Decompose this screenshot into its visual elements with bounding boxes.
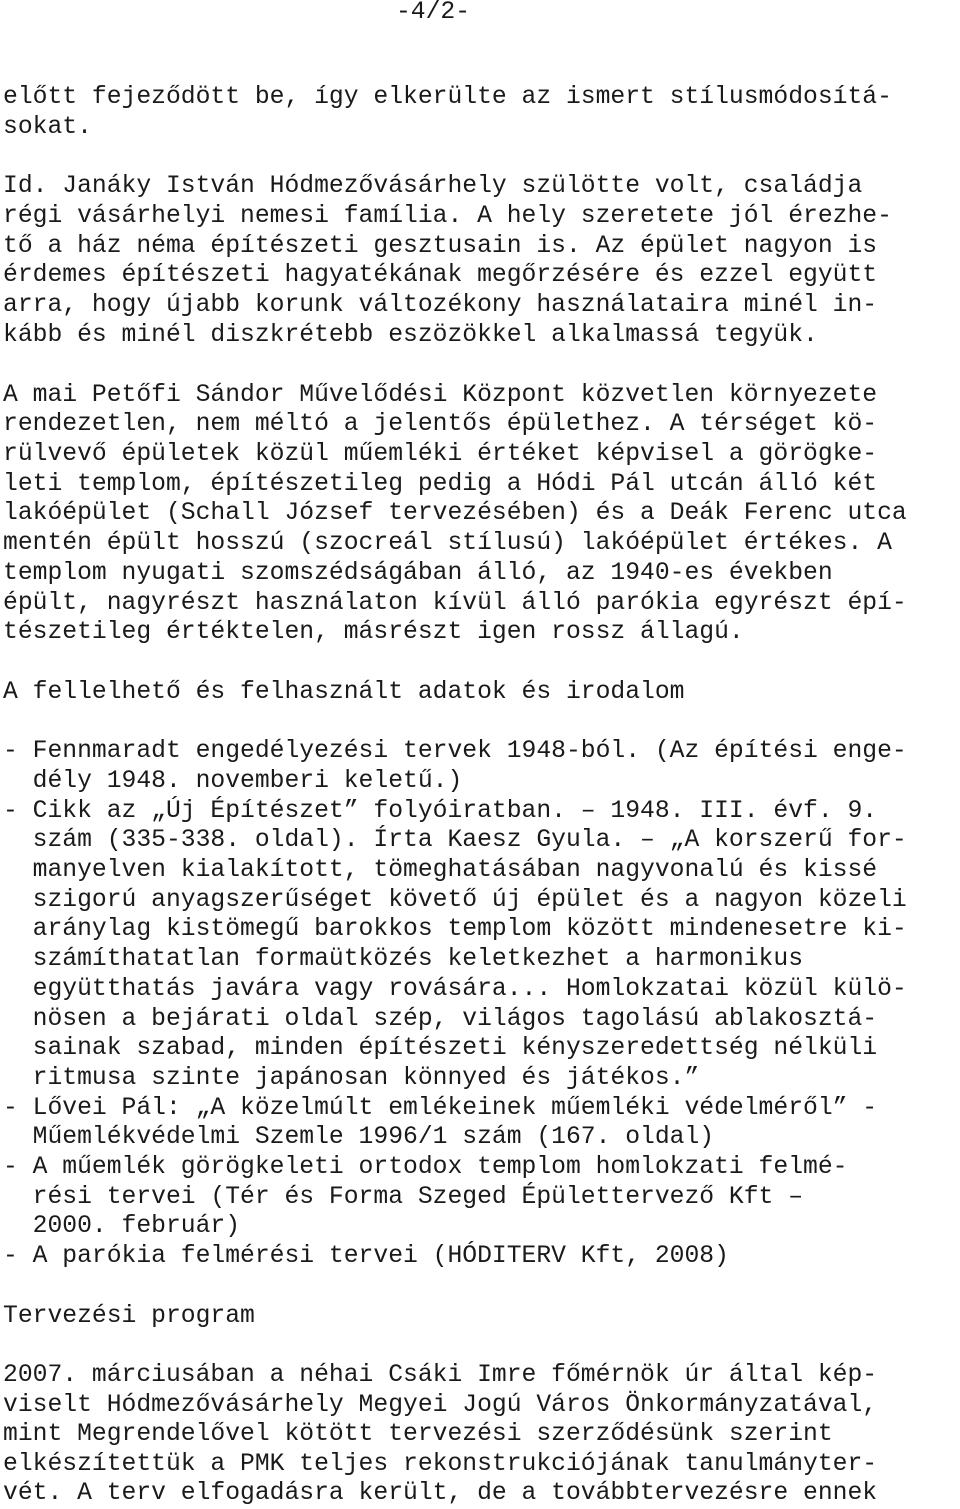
list-item-line: 2000. február): [3, 1212, 241, 1240]
list-item-line: rési tervei (Tér és Forma Szeged Épülettervező Kft –: [3, 1183, 804, 1211]
list-item-line: szám (335-338. oldal). Írta Kaesz Gyula. – „A korszerű for-: [3, 826, 907, 854]
text-line: tészetileg értéktelen, másrészt igen rossz állagú.: [3, 618, 744, 646]
text-line: tő a ház néma építészeti gesztusain is. Az épület nagyon is: [3, 232, 878, 260]
text-line: A mai Petőfi Sándor Művelődési Központ közvetlen környezete: [3, 381, 878, 409]
list-item-line: szigorú anyagszerűséget követő új épület és a nagyon közeli: [3, 886, 907, 914]
text-line: vét. A terv elfogadásra került, de a továbbtervezésre ennek: [3, 1479, 878, 1507]
section-heading-program: Tervezési program: [3, 1302, 255, 1330]
list-item-line: - A műemlék görögkeleti ortodox templom homlokzati felmé-: [3, 1153, 848, 1181]
text-line: 2007. márciusában a néhai Csáki Imre főmérnök úr által kép-: [3, 1361, 878, 1389]
text-line: kább és minél diszkrétebb eszözökkel alkalmassá tegyük.: [3, 321, 818, 349]
text-line: lakóépület (Schall József tervezésében) és a Deák Ferenc utca: [3, 499, 907, 527]
list-item-line: dély 1948. novemberi keletű.): [3, 767, 463, 795]
list-item-line: - A parókia felmérési tervei (HÓDITERV Kft, 2008): [3, 1242, 729, 1270]
page-number: -4/2-: [395, 0, 471, 26]
list-item-line: - Lővei Pál: „A közelmúlt emlékeinek műemléki védelméről” -: [3, 1094, 878, 1122]
list-item-line: Műemlékvédelmi Szemle 1996/1 szám (167. oldal): [3, 1123, 715, 1151]
text-line: érdemes építészeti hagyatékának megőrzésére és ezzel együtt: [3, 261, 878, 289]
text-line: mint Megrendelővel kötött tervezési szerződésünk szerint: [3, 1420, 833, 1448]
text-line: előtt fejeződött be, így elkerülte az ismert stílusmódosítá-: [3, 83, 892, 111]
text-line: elkészítettük a PMK teljes rekonstrukciójának tanulmányter-: [3, 1450, 878, 1478]
list-item-line: ritmusa szinte japánosan könnyed és játékos.”: [3, 1064, 700, 1092]
list-item-line: - Fennmaradt engedélyezési tervek 1948-ból. (Az építési enge-: [3, 737, 907, 765]
text-line: rendezetlen, nem méltó a jelentős épülethez. A térséget kö-: [3, 410, 878, 438]
text-line: Id. Janáky István Hódmezővásárhely szülötte volt, családja: [3, 172, 863, 200]
list-item-line: manyelven kialakított, tömeghatásában nagyvonalú és kissé: [3, 856, 878, 884]
text-line: rülvevő épületek közül műemléki értéket képvisel a görögke-: [3, 440, 878, 468]
text-line: templom nyugati szomszédságában álló, az 1940-es években: [3, 559, 833, 587]
list-item-line: számíthatatlan formaütközés keletkezhet a harmonikus: [3, 945, 804, 973]
section-heading-sources: A fellelhető és felhasznált adatok és irodalom: [3, 678, 685, 706]
text-line: épült, nagyrészt használaton kívül álló parókia egyrészt épí-: [3, 589, 907, 617]
text-line: leti templom, építészetileg pedig a Hódi Pál utcán álló két: [3, 470, 878, 498]
text-line: sokat.: [3, 113, 92, 141]
text-line: viselt Hódmezővásárhely Megyei Jogú Város Önkormányzatával,: [3, 1391, 878, 1419]
text-line: régi vásárhelyi nemesi família. A hely szeretete jól érezhe-: [3, 202, 892, 230]
list-item-line: aránylag kistömegű barokkos templom között mindenesetre ki-: [3, 915, 907, 943]
text-line: mentén épült hosszú (szocreál stílusú) lakóépület értékes. A: [3, 529, 892, 557]
text-line: arra, hogy újabb korunk változékony használataira minél in-: [3, 291, 878, 319]
list-item-line: nösen a bejárati oldal szép, világos tagolású ablakosztá-: [3, 1005, 878, 1033]
list-item-line: sainak szabad, minden építészeti kényszeredettség nélküli: [3, 1034, 878, 1062]
list-item-line: együtthatás javára vagy rovására... Homlokzatai közül külö-: [3, 975, 907, 1003]
list-item-line: - Cikk az „Új Építészet” folyóiratban. – 1948. III. évf. 9.: [3, 797, 878, 825]
